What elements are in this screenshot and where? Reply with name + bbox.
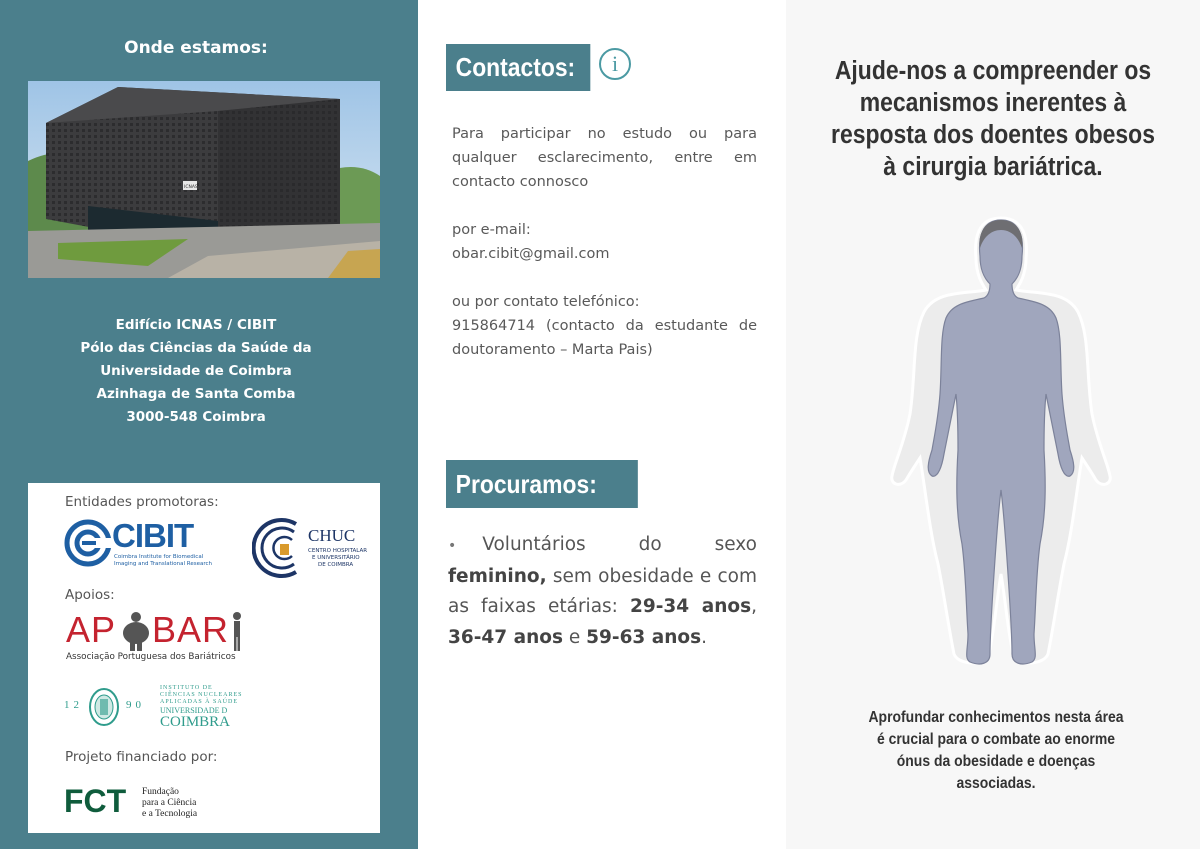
- uc-university-line: COIMBRA: [160, 714, 231, 730]
- closing-line: Aprofundar conhecimentos nesta área: [868, 709, 1124, 726]
- apobari-text: BAR: [152, 609, 230, 650]
- uc-icnas-logo: [64, 685, 264, 731]
- uc-institute-line: APLICADAS À SAÚDE: [160, 699, 239, 705]
- body-silhouette-illustration: [886, 214, 1116, 674]
- bullet-mark: •: [448, 538, 457, 554]
- contacts-heading: Contactos:: [446, 44, 590, 91]
- apobari-slim-icon: [230, 611, 244, 651]
- chuc-name: CHUC: [308, 526, 356, 545]
- title-line: Ajude-nos a compreender os: [834, 57, 1152, 85]
- email-label: por e-mail:: [452, 222, 531, 238]
- title-line: resposta dos doentes obesos: [831, 121, 1155, 149]
- apobari-subtitle: Associação Portuguesa dos Bariátricos: [66, 652, 236, 662]
- fct-logo: [64, 785, 224, 825]
- closing-line: associadas.: [956, 775, 1036, 792]
- info-icon-glyph: i: [611, 51, 619, 76]
- criteria-highlight: 59-63 anos: [586, 626, 702, 648]
- uc-year-left: 12: [64, 699, 83, 711]
- sponsors-box: [28, 483, 380, 833]
- address-line: Universidade de Coimbra: [100, 363, 292, 379]
- chuc-logo: [252, 516, 372, 580]
- address-line: Azinhaga de Santa Comba: [96, 386, 296, 402]
- uc-seal-icon: [88, 687, 120, 727]
- chuc-icon: [252, 516, 312, 580]
- fct-name: FCT: [64, 783, 127, 819]
- fct-subtitle: para a Ciência: [142, 798, 197, 808]
- uc-institute-line: INSTITUTO DE: [160, 685, 213, 691]
- apobari-figure-icon: [121, 611, 151, 651]
- chuc-subtitle: E UNIVERSITÁRIO: [312, 555, 360, 561]
- chuc-subtitle: DE COIMBRA: [318, 562, 354, 568]
- uc-year-right: 90: [126, 699, 145, 711]
- cibit-subtitle: Imaging and Translational Research: [114, 561, 213, 567]
- cibit-name: CIBIT: [112, 517, 194, 554]
- building-photo: [28, 81, 380, 278]
- apobari-text: AP: [66, 609, 117, 650]
- funded-label: Projeto financiado por:: [65, 749, 218, 765]
- criteria-highlight: 36-47 anos: [448, 626, 563, 648]
- criteria-text: e: [562, 626, 587, 648]
- info-icon: [599, 48, 631, 80]
- cibit-subtitle: Coimbra Institute for Biomedical: [114, 554, 204, 560]
- title-line: mecanismos inerentes à: [859, 89, 1127, 117]
- criteria-text: Voluntários do sexo: [482, 534, 757, 555]
- criteria-highlight: 29-34 anos: [629, 596, 752, 617]
- closing-line: ónus da obesidade e doenças: [896, 753, 1096, 770]
- closing-line: é crucial para o combate ao enorme: [876, 731, 1116, 748]
- left-panel: [0, 0, 418, 849]
- building-sign: ICNAS: [184, 185, 198, 190]
- closing-statement: [826, 707, 1166, 795]
- contact-intro: Para participar no estudo ou para qualquer esclarecimento, entre em contacto connosco: [452, 126, 757, 190]
- criteria-text: ,: [751, 596, 757, 617]
- fct-subtitle: Fundação: [142, 787, 179, 797]
- promoters-label: Entidades promotoras:: [65, 494, 219, 510]
- chuc-subtitle: CENTRO HOSPITALAR: [308, 548, 368, 554]
- address-line: 3000-548 Coimbra: [126, 409, 266, 425]
- volunteer-criteria: [448, 530, 757, 653]
- criteria-highlight: feminino,: [448, 565, 547, 587]
- cibit-logo: [64, 519, 244, 569]
- where-heading: Onde estamos:: [124, 38, 268, 58]
- email-link[interactable]: obar.cibit@gmail.com: [452, 246, 610, 262]
- address-line: Pólo das Ciências da Saúde da: [80, 340, 312, 356]
- phone-number[interactable]: 915864714 (contacto da estudante de doutoramento – Marta Pais): [452, 318, 757, 358]
- apobari-logo: [66, 609, 266, 669]
- uc-university-line: UNIVERSIDADE D: [160, 706, 228, 715]
- call-to-action-title: [806, 55, 1180, 183]
- criteria-text: sem obesidade e com as faixas etárias:: [448, 565, 757, 617]
- fct-subtitle: e a Tecnologia: [142, 809, 198, 819]
- uc-institute-line: CIÊNCIAS NUCLEARES: [160, 692, 243, 698]
- support-label: Apoios:: [65, 587, 115, 603]
- search-heading: Procuramos:: [446, 460, 638, 508]
- phone-label: ou por contato telefónico:: [452, 294, 640, 310]
- address-line: Edifício ICNAS / CIBIT: [115, 317, 277, 333]
- title-line: à cirurgia bariátrica.: [883, 153, 1103, 181]
- address-block: [0, 314, 392, 429]
- cibit-icon: [64, 519, 112, 567]
- criteria-text: .: [701, 626, 708, 648]
